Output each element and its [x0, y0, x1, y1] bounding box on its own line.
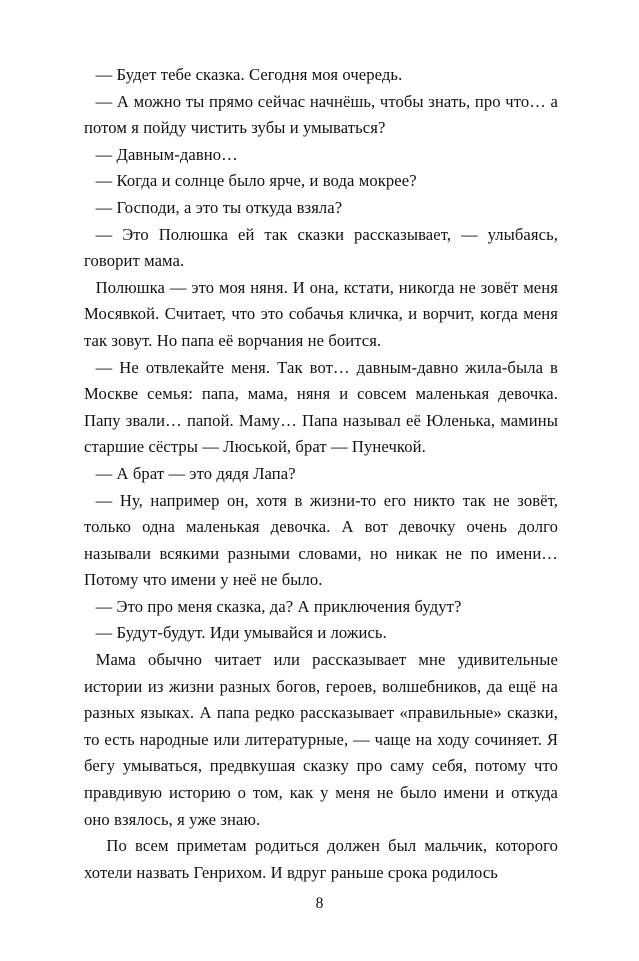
page-number: 8 [315, 895, 324, 912]
body-text [84, 62, 558, 886]
paragraph: — Будет тебе сказка. Сегодня моя очередь. [95, 65, 403, 84]
paragraph: — Это про меня сказка, да? А приключения будут? [95, 596, 462, 616]
paragraph: Полюшка — это моя няня. И она, кстати, никогда не зовёт меня Мосявкой. Считает, что это собачья кличка, и ворчит, когда меня так зовут. Но папа её ворчания не боится. [84, 277, 558, 350]
paragraph: — Когда и солнце было ярче, и вода мокрее? [95, 171, 417, 191]
paragraph: — Это Полюшка ей так сказки рассказывает, — улыбаясь, говорит мама. [84, 224, 558, 271]
paragraph: — Господи, а это ты откуда взяла? [95, 197, 343, 217]
paragraph: — А можно ты прямо сейчас начнёшь, чтобы знать, про что… а потом я пойду чистить зубы и умываться? [84, 91, 558, 138]
paragraph: — А брат — это дядя Лапа? [95, 463, 296, 483]
paragraph: — Давным-давно… [95, 144, 238, 164]
paragraph: Мама обычно читает или рассказывает мне удивительные истории из жизни разных богов, героев, волшебников, да ещё на разных языках. А папа редко рассказывает «правильные» сказки, то есть народные или литературные, — чаще на ходу сочиняет. Я бегу умываться, предвкушая сказку про саму себя, потому что правдивую историю о том, как у меня не было имени и откуда оно взялось, я уже знаю. [84, 650, 558, 829]
paragraph: — Будут-будут. Иди умывайся и ложись. [95, 623, 387, 643]
paragraph: — Не отвлекайте меня. Так вот… давным-давно жила-была в Москве семья: папа, мама, няня и совсем маленькая девочка. Папу звали… папой. Маму… Папа называл её Юленька, мамины старшие сёстры — Люськой, брат — Пунечкой. [84, 357, 558, 457]
paragraph: По всем приметам родиться должен был мальчик, которого хотели назвать Генрихом. И вдруг раньше срока родилось [84, 836, 558, 882]
paragraph: — Ну, например он, хотя в жизни-то его никто так не зовёт, только одна маленькая девочка. А вот девочку очень долго называли всякими разными словами, но никак не по имени… Потому что имени у неё не было. [84, 490, 558, 590]
